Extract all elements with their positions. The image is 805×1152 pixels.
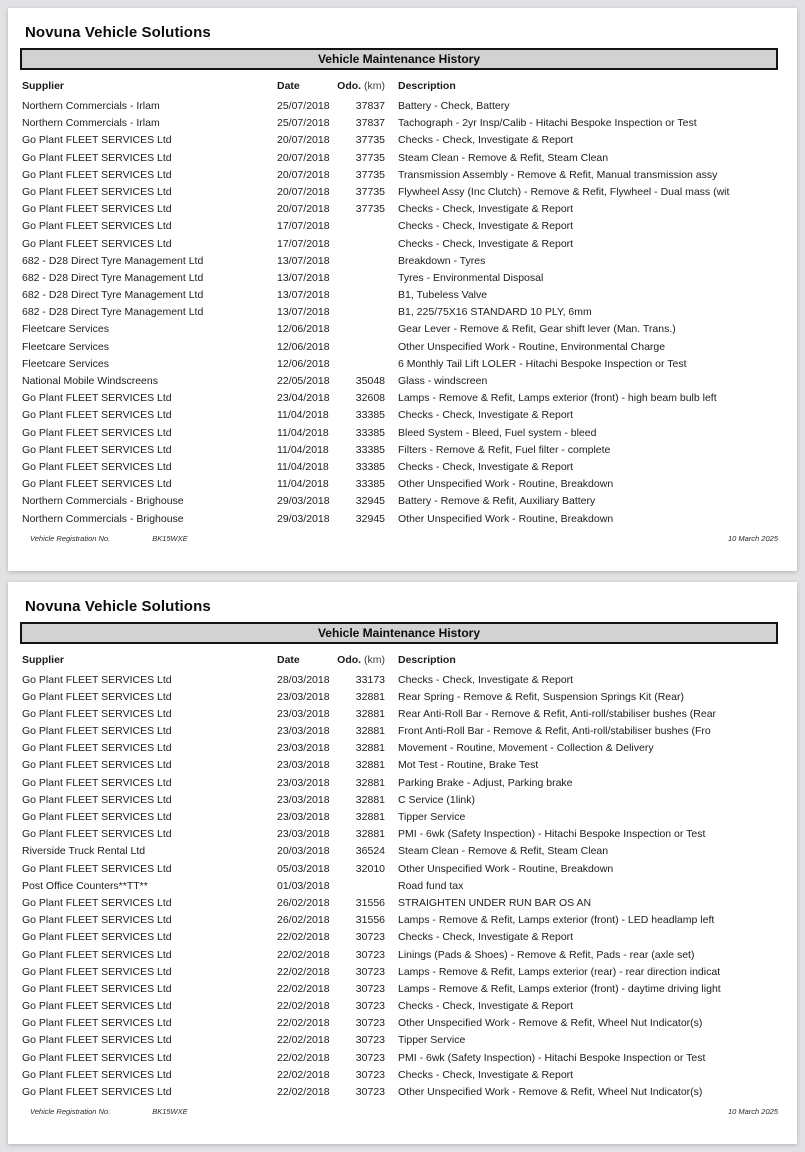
date-cell: 23/03/2018 — [277, 811, 330, 823]
table-row — [22, 1050, 785, 1067]
supplier-cell: Go Plant FLEET SERVICES Ltd — [22, 707, 172, 720]
odometer-cell: 32881 — [355, 811, 385, 823]
description-cell: Rear Spring - Remove & Refit, Suspension Springs Kit (Rear) — [398, 690, 684, 703]
supplier-cell: Northern Commercials - Brighouse — [22, 512, 184, 525]
page-footer-1 — [30, 534, 778, 543]
description-cell: Checks - Check, Investigate & Report — [398, 220, 574, 233]
odometer-cell: 37837 — [355, 100, 385, 112]
date-cell: 23/03/2018 — [277, 776, 330, 789]
odometer-cell: 30723 — [355, 948, 385, 961]
supplier-cell: 682 - D28 Direct Tyre Management Ltd — [22, 306, 204, 319]
supplier-cell: National Mobile Windscreens — [22, 375, 158, 387]
supplier-cell: Go Plant FLEET SERVICES Ltd — [22, 1000, 172, 1013]
odometer-cell: 32608 — [355, 392, 385, 405]
description-cell: Rear Anti-Roll Bar - Remove & Refit, Anti-roll/stabiliser bushes (Rear — [398, 707, 717, 720]
table-row — [22, 1084, 785, 1101]
description-cell: Checks - Check, Investigate & Report — [398, 203, 574, 216]
supplier-cell: Go Plant FLEET SERVICES Ltd — [22, 914, 172, 927]
column-header-date: Date — [277, 80, 300, 92]
table-row — [22, 740, 785, 757]
column-header-odometer — [333, 80, 385, 92]
date-cell: 23/03/2018 — [277, 759, 330, 772]
table-row — [22, 809, 785, 826]
table-row — [22, 356, 785, 373]
table-row — [22, 912, 785, 929]
supplier-cell: Go Plant FLEET SERVICES Ltd — [22, 725, 172, 738]
date-cell: 23/03/2018 — [277, 690, 330, 703]
table-row — [22, 184, 785, 201]
odometer-cell: 33385 — [355, 443, 385, 456]
company-title: Novuna Vehicle Solutions — [25, 24, 211, 41]
description-cell: Checks - Check, Investigate & Report — [398, 409, 574, 422]
column-header-supplier: Supplier — [22, 80, 65, 92]
date-cell: 23/03/2018 — [277, 793, 330, 806]
date-cell: 23/03/2018 — [277, 725, 330, 738]
supplier-cell: Riverside Truck Rental Ltd — [22, 845, 146, 858]
description-cell: B1, 225/75X16 STANDARD 10 PLY, 6mm — [398, 306, 592, 319]
table-row — [22, 150, 785, 167]
column-header-description: Description — [398, 80, 456, 92]
odometer-cell: 37735 — [355, 185, 385, 198]
column-header-odometer — [333, 654, 385, 666]
description-cell: Tipper Service — [398, 1034, 466, 1047]
description-cell: Tyres - Environmental Disposal — [398, 271, 544, 284]
page-footer-2 — [30, 1107, 778, 1116]
description-cell: PMI - 6wk (Safety Inspection) - Hitachi Bespoke Inspection or Test — [398, 1051, 706, 1064]
date-cell: 22/02/2018 — [277, 1051, 330, 1064]
column-header-supplier: Supplier — [22, 653, 65, 666]
description-cell: Lamps - Remove & Refit, Lamps exterior (rear) - rear direction indicat — [398, 965, 721, 978]
description-cell: Checks - Check, Investigate & Report — [398, 673, 574, 686]
description-cell: Lamps - Remove & Refit, Lamps exterior (front) - high beam bulb left — [398, 392, 717, 405]
table-row — [22, 1032, 785, 1049]
supplier-cell: Go Plant FLEET SERVICES Ltd — [22, 409, 172, 422]
odometer-cell: 33385 — [355, 409, 385, 422]
description-cell: Filters - Remove & Refit, Fuel filter - complete — [398, 443, 611, 456]
date-cell: 12/06/2018 — [277, 323, 330, 336]
registration-value: BK15WXE — [152, 533, 188, 543]
table-header-row — [22, 654, 785, 672]
section-title: Vehicle Maintenance History — [317, 625, 481, 640]
description-cell: 6 Monthly Tail Lift LOLER - Hitachi Bespoke Inspection or Test — [398, 357, 687, 370]
supplier-cell: Fleetcare Services — [22, 323, 109, 336]
supplier-cell: Go Plant FLEET SERVICES Ltd — [22, 1068, 172, 1081]
column-header-description: Description — [398, 653, 456, 666]
supplier-cell: Go Plant FLEET SERVICES Ltd — [22, 690, 172, 703]
date-cell: 23/04/2018 — [277, 392, 330, 405]
registration-label: Vehicle Registration No. — [30, 533, 111, 543]
description-cell: Movement - Routine, Movement - Collection & Delivery — [398, 742, 654, 755]
date-cell: 17/07/2018 — [277, 220, 330, 233]
table-row — [22, 792, 785, 809]
table-row — [22, 878, 785, 895]
odometer-cell: 30723 — [355, 931, 385, 944]
odometer-cell: 37735 — [355, 151, 385, 164]
odometer-cell: 33385 — [355, 460, 385, 473]
date-cell: 26/02/2018 — [277, 914, 330, 927]
print-date: 10 March 2025 — [727, 1107, 778, 1116]
odometer-cell: 32881 — [355, 793, 385, 806]
date-cell: 11/04/2018 — [277, 426, 329, 439]
odometer-cell: 30723 — [355, 1034, 385, 1047]
date-cell: 20/03/2018 — [277, 845, 330, 858]
description-cell: Checks - Check, Investigate & Report — [398, 931, 574, 944]
date-cell: 20/07/2018 — [277, 151, 330, 164]
supplier-cell: Go Plant FLEET SERVICES Ltd — [22, 759, 172, 772]
odometer-cell: 32881 — [355, 690, 385, 703]
table-row — [22, 407, 785, 424]
description-cell: STRAIGHTEN UNDER RUN BAR OS AN — [398, 896, 592, 909]
odometer-cell: 33385 — [355, 478, 385, 491]
date-cell: 22/02/2018 — [277, 1086, 330, 1098]
table-row — [22, 723, 785, 740]
supplier-cell: Go Plant FLEET SERVICES Ltd — [22, 673, 172, 686]
date-cell: 22/02/2018 — [277, 1000, 330, 1013]
supplier-cell: Go Plant FLEET SERVICES Ltd — [22, 220, 172, 233]
odometer-cell: 32881 — [355, 759, 385, 772]
date-cell: 22/02/2018 — [277, 1068, 330, 1081]
date-cell: 01/03/2018 — [277, 879, 330, 892]
maintenance-table-page-1 — [8, 98, 797, 528]
date-cell: 22/02/2018 — [277, 1017, 330, 1030]
table-row — [22, 132, 785, 149]
supplier-cell: Go Plant FLEET SERVICES Ltd — [22, 151, 172, 164]
supplier-cell: Go Plant FLEET SERVICES Ltd — [22, 392, 172, 405]
supplier-cell: Go Plant FLEET SERVICES Ltd — [22, 931, 172, 944]
section-title: Vehicle Maintenance History — [317, 52, 481, 66]
date-cell: 28/03/2018 — [277, 673, 330, 686]
date-cell: 13/07/2018 — [277, 254, 330, 267]
description-cell: Mot Test - Routine, Brake Test — [398, 759, 539, 772]
description-cell: Tachograph - 2yr Insp/Calib - Hitachi Bespoke Inspection or Test — [398, 117, 697, 130]
description-cell: Checks - Check, Investigate & Report — [398, 1000, 574, 1013]
description-cell: PMI - 6wk (Safety Inspection) - Hitachi Bespoke Inspection or Test — [398, 828, 706, 841]
table-row — [22, 998, 785, 1015]
description-cell: Other Unspecified Work - Routine, Breakdown — [398, 512, 614, 525]
description-cell: Checks - Check, Investigate & Report — [398, 1068, 574, 1081]
description-cell: Flywheel Assy (Inc Clutch) - Remove & Refit, Flywheel - Dual mass (wit — [398, 185, 730, 198]
odometer-cell: 33173 — [355, 673, 385, 686]
date-cell: 22/05/2018 — [277, 375, 330, 387]
description-cell: Linings (Pads & Shoes) - Remove & Refit, Pads - rear (axle set) — [398, 948, 695, 961]
odometer-cell: 31556 — [355, 896, 385, 909]
date-cell: 20/07/2018 — [277, 134, 330, 147]
odometer-cell: 30723 — [355, 1000, 385, 1013]
table-row — [22, 476, 785, 493]
supplier-cell: Go Plant FLEET SERVICES Ltd — [22, 1051, 172, 1064]
table-row — [22, 339, 785, 356]
supplier-cell: Go Plant FLEET SERVICES Ltd — [22, 811, 172, 823]
date-cell: 23/03/2018 — [277, 742, 330, 755]
column-header-date: Date — [277, 653, 300, 666]
table-row — [22, 115, 785, 132]
maintenance-table-page-2 — [8, 672, 797, 1102]
table-row — [22, 167, 785, 184]
date-cell: 11/04/2018 — [277, 409, 329, 422]
odometer-cell: 30723 — [355, 982, 385, 995]
description-cell: Bleed System - Bleed, Fuel system - bleed — [398, 426, 597, 439]
description-cell: Breakdown - Tyres — [398, 254, 486, 267]
description-cell: Lamps - Remove & Refit, Lamps exterior (front) - daytime driving light — [398, 982, 721, 995]
description-cell: Battery - Check, Battery — [398, 100, 510, 112]
description-cell: Transmission Assembly - Remove & Refit, Manual transmission assy — [398, 168, 718, 181]
date-cell: 12/06/2018 — [277, 340, 330, 353]
odometer-cell: 32881 — [355, 742, 385, 755]
table-row — [22, 236, 785, 253]
description-cell: Front Anti-Roll Bar - Remove & Refit, Anti-roll/stabiliser bushes (Fro — [398, 725, 711, 738]
table-row — [22, 493, 785, 510]
table-row — [22, 98, 785, 115]
date-cell: 29/03/2018 — [277, 495, 330, 508]
date-cell: 26/02/2018 — [277, 896, 330, 909]
table-row — [22, 689, 785, 706]
table-row — [22, 775, 785, 792]
description-cell: Steam Clean - Remove & Refit, Steam Clean — [398, 151, 609, 164]
date-cell: 20/07/2018 — [277, 185, 330, 198]
description-cell: C Service (1link) — [398, 793, 476, 806]
supplier-cell: Go Plant FLEET SERVICES Ltd — [22, 793, 172, 806]
date-cell: 22/02/2018 — [277, 948, 330, 961]
registration-value: BK15WXE — [152, 1107, 188, 1116]
supplier-cell: Go Plant FLEET SERVICES Ltd — [22, 478, 172, 491]
table-header-row — [22, 80, 785, 98]
description-cell: Checks - Check, Investigate & Report — [398, 460, 574, 473]
supplier-cell: Go Plant FLEET SERVICES Ltd — [22, 1086, 172, 1098]
table-row — [22, 706, 785, 723]
date-cell: 23/03/2018 — [277, 828, 330, 841]
supplier-cell: Go Plant FLEET SERVICES Ltd — [22, 460, 172, 473]
odometer-cell: 36524 — [355, 845, 385, 858]
supplier-cell: Go Plant FLEET SERVICES Ltd — [22, 134, 172, 147]
supplier-cell: Go Plant FLEET SERVICES Ltd — [22, 185, 172, 198]
odometer-cell: 37735 — [355, 203, 385, 216]
date-cell: 13/07/2018 — [277, 289, 330, 302]
table-row — [22, 201, 785, 218]
table-row — [22, 843, 785, 860]
odometer-cell: 37735 — [355, 168, 385, 181]
supplier-cell: Go Plant FLEET SERVICES Ltd — [22, 237, 172, 250]
odometer-cell: 32945 — [355, 512, 385, 525]
odometer-cell: 30723 — [355, 1051, 385, 1064]
odometer-cell: 32881 — [355, 725, 385, 738]
odo-header-unit: (km) — [361, 653, 385, 666]
odometer-cell: 32881 — [355, 776, 385, 789]
section-header-bar — [20, 48, 778, 70]
odo-header-label: Odo. — [337, 80, 362, 92]
description-cell: Other Unspecified Work - Remove & Refit, Wheel Nut Indicator(s) — [398, 1017, 703, 1030]
odometer-cell: 32945 — [355, 495, 385, 508]
supplier-cell: Fleetcare Services — [22, 340, 109, 353]
table-row — [22, 425, 785, 442]
table-row — [22, 861, 785, 878]
supplier-cell: Go Plant FLEET SERVICES Ltd — [22, 742, 172, 755]
description-cell: Road fund tax — [398, 879, 464, 892]
date-cell: 22/02/2018 — [277, 982, 330, 995]
table-row — [22, 459, 785, 476]
table-row — [22, 826, 785, 843]
table-row — [22, 981, 785, 998]
description-cell: B1, Tubeless Valve — [398, 289, 488, 302]
supplier-cell: Go Plant FLEET SERVICES Ltd — [22, 982, 172, 995]
table-row — [22, 373, 785, 390]
description-cell: Steam Clean - Remove & Refit, Steam Clean — [398, 845, 609, 858]
supplier-cell: Go Plant FLEET SERVICES Ltd — [22, 828, 172, 841]
odometer-cell: 30723 — [355, 1017, 385, 1030]
description-cell: Other Unspecified Work - Routine, Environmental Charge — [398, 340, 666, 353]
report-page-1 — [8, 8, 797, 571]
date-cell: 17/07/2018 — [277, 237, 330, 250]
supplier-cell: Go Plant FLEET SERVICES Ltd — [22, 862, 172, 875]
odo-header-label: Odo. — [337, 653, 362, 666]
table-row — [22, 1015, 785, 1032]
date-cell: 29/03/2018 — [277, 512, 330, 525]
description-cell: Battery - Remove & Refit, Auxiliary Battery — [398, 495, 596, 508]
supplier-cell: Go Plant FLEET SERVICES Ltd — [22, 776, 172, 789]
supplier-cell: Go Plant FLEET SERVICES Ltd — [22, 948, 172, 961]
supplier-cell: Post Office Counters**TT** — [22, 879, 148, 892]
supplier-cell: 682 - D28 Direct Tyre Management Ltd — [22, 254, 204, 267]
supplier-cell: 682 - D28 Direct Tyre Management Ltd — [22, 271, 204, 284]
table-row — [22, 895, 785, 912]
odometer-cell: 37735 — [355, 134, 385, 147]
registration-label: Vehicle Registration No. — [30, 1107, 111, 1116]
date-cell: 25/07/2018 — [277, 117, 330, 130]
description-cell: Lamps - Remove & Refit, Lamps exterior (front) - LED headlamp left — [398, 914, 715, 927]
date-cell: 22/02/2018 — [277, 1034, 330, 1047]
odometer-cell: 32010 — [355, 862, 385, 875]
supplier-cell: Go Plant FLEET SERVICES Ltd — [22, 1017, 172, 1030]
table-row — [22, 321, 785, 338]
section-header-bar — [20, 622, 778, 644]
table-row — [22, 442, 785, 459]
supplier-cell: Go Plant FLEET SERVICES Ltd — [22, 426, 172, 439]
supplier-cell: Go Plant FLEET SERVICES Ltd — [22, 443, 172, 456]
description-cell: Parking Brake - Adjust, Parking brake — [398, 776, 573, 789]
supplier-cell: Northern Commercials - Brighouse — [22, 495, 184, 508]
table-row — [22, 287, 785, 304]
odometer-cell: 31556 — [355, 914, 385, 927]
supplier-cell: Fleetcare Services — [22, 357, 109, 370]
odometer-cell: 30723 — [355, 1086, 385, 1098]
supplier-cell: Northern Commercials - Irlam — [22, 100, 160, 112]
date-cell: 13/07/2018 — [277, 271, 330, 284]
odometer-cell: 32881 — [355, 707, 385, 720]
description-cell: Checks - Check, Investigate & Report — [398, 134, 574, 147]
description-cell: Other Unspecified Work - Remove & Refit, Wheel Nut Indicator(s) — [398, 1086, 703, 1098]
table-row — [22, 947, 785, 964]
date-cell: 22/02/2018 — [277, 931, 330, 944]
table-row — [22, 304, 785, 321]
description-cell: Gear Lever - Remove & Refit, Gear shift lever (Man. Trans.) — [398, 323, 676, 336]
description-cell: Other Unspecified Work - Routine, Breakdown — [398, 478, 614, 491]
date-cell: 11/04/2018 — [277, 478, 329, 491]
odometer-cell: 30723 — [355, 965, 385, 978]
date-cell: 25/07/2018 — [277, 100, 330, 112]
supplier-cell: Go Plant FLEET SERVICES Ltd — [22, 168, 172, 181]
table-row — [22, 757, 785, 774]
date-cell: 11/04/2018 — [277, 443, 329, 456]
table-row — [22, 511, 785, 528]
print-date: 10 March 2025 — [727, 533, 778, 543]
odometer-cell: 30723 — [355, 1068, 385, 1081]
supplier-cell: Go Plant FLEET SERVICES Ltd — [22, 1034, 172, 1047]
odometer-cell: 33385 — [355, 426, 385, 439]
table-row — [22, 1067, 785, 1084]
description-cell: Other Unspecified Work - Routine, Breakdown — [398, 862, 614, 875]
supplier-cell: 682 - D28 Direct Tyre Management Ltd — [22, 289, 204, 302]
date-cell: 23/03/2018 — [277, 707, 330, 720]
supplier-cell: Go Plant FLEET SERVICES Ltd — [22, 965, 172, 978]
table-row — [22, 929, 785, 946]
report-page-2 — [8, 582, 797, 1145]
odo-header-unit: (km) — [361, 80, 385, 92]
odometer-cell: 32881 — [355, 828, 385, 841]
description-cell: Tipper Service — [398, 811, 466, 823]
odometer-cell: 35048 — [355, 375, 385, 387]
odometer-cell: 37837 — [355, 117, 385, 130]
table-row — [22, 672, 785, 689]
description-cell: Checks - Check, Investigate & Report — [398, 237, 574, 250]
date-cell: 20/07/2018 — [277, 168, 330, 181]
date-cell: 11/04/2018 — [277, 460, 329, 473]
date-cell: 05/03/2018 — [277, 862, 330, 875]
table-row — [22, 270, 785, 287]
date-cell: 22/02/2018 — [277, 965, 330, 978]
table-row — [22, 253, 785, 270]
supplier-cell: Go Plant FLEET SERVICES Ltd — [22, 203, 172, 216]
supplier-cell: Go Plant FLEET SERVICES Ltd — [22, 896, 172, 909]
table-row — [22, 218, 785, 235]
date-cell: 20/07/2018 — [277, 203, 330, 216]
table-row — [22, 964, 785, 981]
table-row — [22, 390, 785, 407]
description-cell: Glass - windscreen — [398, 375, 488, 387]
supplier-cell: Northern Commercials - Irlam — [22, 117, 160, 130]
date-cell: 13/07/2018 — [277, 306, 330, 319]
company-title: Novuna Vehicle Solutions — [25, 597, 211, 615]
date-cell: 12/06/2018 — [277, 357, 330, 370]
